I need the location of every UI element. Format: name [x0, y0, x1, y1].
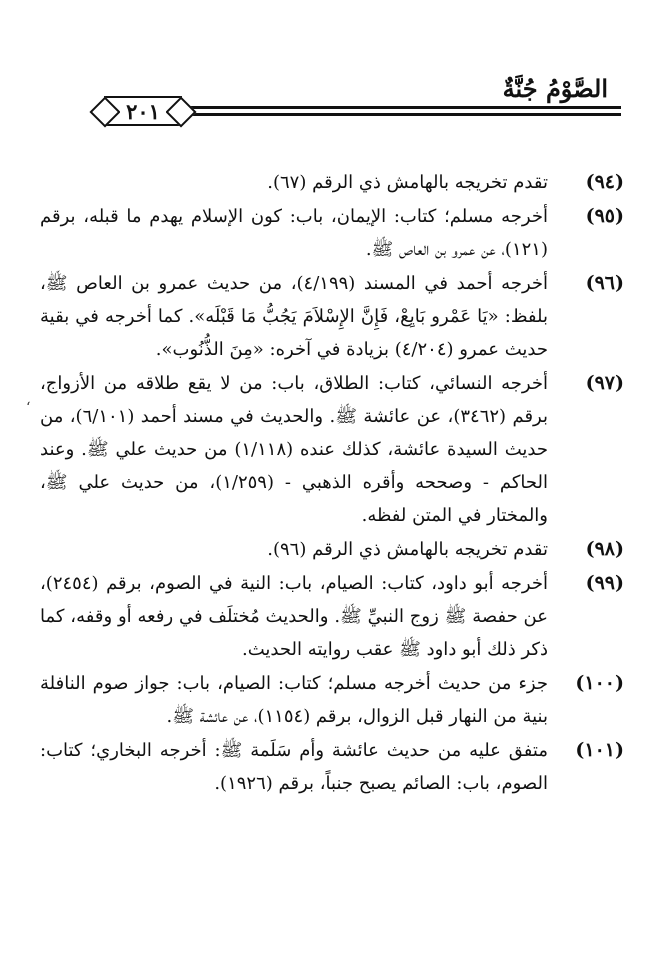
footnote-number: (٩٥)	[585, 205, 624, 227]
footnote-number: (١٠٠)	[575, 672, 624, 694]
footnote-text: أخرجه النسائي، كتاب: الطلاق، باب: من لا يقع طلاقه من الأزواج، برقم (٣٤٦٢)، عن عائشة ﷺ. والحديث في مسند أحمد (٦/١٠١)، من حديث السيدة عائشة، كذلك عنده (١/١١٨) من حديث علي ﷺ. وعند الحاكم - وصححه وأقره الذهبي - (١/٢٥٩)، من حديث علي ﷺ، والمختار في المتن لفظه.	[40, 373, 548, 526]
footnote	[40, 367, 624, 532]
footnote-number: (٩٩)	[585, 572, 624, 594]
footnote-text: تقدم تخريجه بالهامش ذي الرقم (٩٦).	[267, 539, 548, 560]
running-title: الصَّوْمُ جُنَّةٌ	[502, 74, 608, 103]
footnote-number: (٩٦)	[585, 272, 624, 294]
footnote-text: جزء من حديث أخرجه مسلم؛ كتاب: الصيام، باب: جواز صوم النافلة بنية من النهار قبل الزوال، برقم (١١٥٤)، عن عائشة ﷺ.	[40, 673, 548, 727]
footnote-text: تقدم تخريجه بالهامش ذي الرقم (٦٧).	[267, 172, 548, 193]
margin-mark: ‘	[26, 400, 31, 416]
footnote-number: (٩٤)	[585, 171, 624, 193]
footnote	[40, 166, 624, 199]
footnotes-list	[40, 166, 624, 801]
footnote	[40, 200, 624, 266]
footnote-number: (٩٨)	[585, 538, 624, 560]
header-rule-line	[186, 106, 621, 109]
page-number-badge	[104, 96, 182, 126]
footnote-number: (٩٧)	[585, 372, 624, 394]
footnote-text: أخرجه مسلم؛ كتاب: الإيمان، باب: كون الإسلام يهدم ما قبله، برقم (١٢١)، عن عمرو بن العاص ﷺ.	[40, 206, 548, 260]
header-rule	[58, 96, 621, 126]
footnote	[40, 533, 624, 566]
page-number: ٢٠١	[120, 99, 166, 124]
footnote	[40, 267, 624, 366]
footnote-text: أخرجه أبو داود، كتاب: الصيام، باب: النية في الصوم، برقم (٢٤٥٤)، عن حفصة ﷺ زوج النبيِّ ﷺ. والحديث مُختلَف في رفعه أو وقفه، كما ذكر ذلك أبو داود ﷺ عقب روايته الحديث.	[40, 573, 548, 660]
footnote	[40, 734, 624, 800]
footnote-number: (١٠١)	[575, 739, 624, 761]
footnote	[40, 667, 624, 733]
footnote-text: متفق عليه من حديث عائشة وأم سَلَمة ﷺ: أخرجه البخاري؛ كتاب: الصوم، باب: الصائم يصبح جنباً، برقم (١٩٢٦).	[40, 740, 548, 794]
header-rule-line	[186, 113, 621, 116]
footnote-text: أخرجه أحمد في المسند (٤/١٩٩)، من حديث عمرو بن العاص ﷺ، بلفظ: «يَا عَمْرو بَايِعْ، فَإِنَّ الإِسْلاَمَ يَجُبُّ مَا قَبْلَه». كما أخرجه في بقية حديث عمرو (٤/٢٠٤) بزيادة في آخره: «مِنَ الذُّنُوب».	[40, 273, 549, 360]
footnote	[40, 567, 624, 666]
